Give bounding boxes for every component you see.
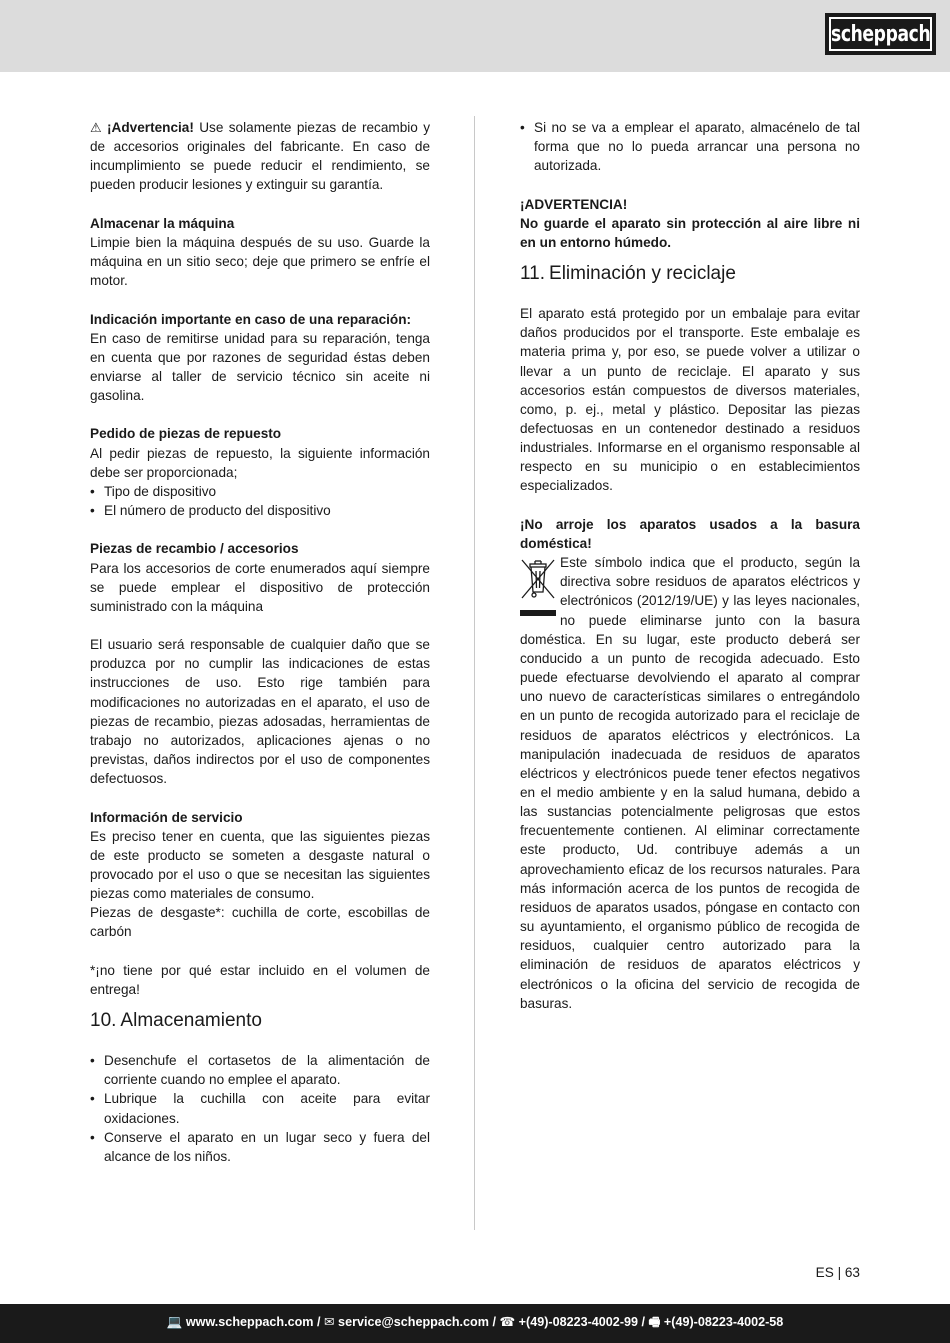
column-divider — [474, 116, 475, 1230]
page-separator: | — [837, 1265, 842, 1280]
household-heading: ¡No arroje los aparatos usados a la basura doméstica! — [520, 516, 860, 551]
storage-heading — [90, 1009, 430, 1033]
footer-fax: +(49)-08223-4002-58 — [660, 1315, 784, 1329]
footer-band — [0, 1304, 950, 1343]
fax-icon: 🖷 — [648, 1315, 661, 1329]
warning-triangle-icon: ⚠ — [90, 120, 102, 135]
store-machine-heading: Almacenar la máquina — [90, 215, 235, 231]
repair-note-heading: Indicación importante en caso de una reparación: — [90, 311, 412, 327]
brand-logo-text: scheppach — [830, 21, 931, 47]
spare-order-list — [90, 482, 430, 520]
store-machine-text: Limpie bien la máquina después de su uso. Guarde la máquina en un sitio seco; deje que primero se enfríe el motor. — [90, 234, 430, 289]
warning-text: Use solamente piezas de recambio y de accesorios originales del fabricante. En caso de incumplimiento se puede reducir el rendimiento, se pueden producir lesiones y extinguir su garantía. — [90, 120, 430, 193]
spare-parts-text: Para los accesorios de corte enumerados aquí siempre se puede emplear el dispositivo de protección suministrado con la máquina — [90, 560, 430, 614]
footer-contact — [167, 1313, 784, 1334]
storage-heading-title: Almacenamiento — [120, 1010, 262, 1032]
household-block — [520, 553, 860, 1013]
delivery-footnote: *¡no tiene por qué estar incluido en el volumen de entrega! — [90, 962, 430, 997]
footer-mail: service@scheppach.com / — [334, 1315, 500, 1329]
brand-logo — [825, 13, 936, 55]
wear-parts-text: Piezas de desgaste*: cuchilla de corte, escobillas de carbón — [90, 905, 430, 940]
crossed-bin-icon — [520, 556, 556, 618]
spare-order-heading: Pedido de piezas de repuesto — [90, 426, 282, 442]
list-item: • Lubrique la cuchilla con aceite para evitar oxidaciones. — [90, 1091, 430, 1126]
list-item: • Tipo de dispositivo — [90, 483, 217, 499]
storage-list-continued — [520, 118, 860, 175]
left-column — [90, 118, 430, 1166]
household-text: Este símbolo indica que el producto, según la directiva sobre residuos de aparatos eléctricos y electrónicos (2012/19/UE) y las leyes nacionales, no puede eliminarse junto con la basura doméstica. En su lugar, este producto deberá ser conducido a un punto de recogida adecuado. Esto puede efectuarse devolviendo el aparato al comprar uno nuevo de características similares o entregándolo en un punto de recogida autorizado para el reciclaje de residuos de aparatos eléctricos y electrónicos. La manipulación inadecuada de residuos de aparatos eléctricos y electrónicos puede tener efectos negativos en el medio ambiente y en la salud humana, debido a las sustancias potencialmente peligrosas que estos frecuentemente contienen. Al eliminar correctamente este producto, Ud. contribuye además a un aprovechamiento eficaz de los recursos naturales. Para más información acerca de los puntos de recogida de residuos de aparatos usados, póngase en contacto con su ayuntamiento, el organismo público de recogida de residuos, cualquier centro autorizado para la eliminación de residuos de aparatos eléctricos y electrónicos o la oficina del servicio de recogida de basuras. — [520, 555, 860, 1011]
spare-order-text: Al pedir piezas de repuesto, la siguiente información debe ser proporcionada; — [90, 445, 430, 480]
mail-icon: ✉ — [324, 1315, 335, 1329]
warning2-text: No guarde el aparato sin protección al aire libre ni en un entorno húmedo. — [520, 215, 860, 250]
service-info-text: Es preciso tener en cuenta, que las siguientes piezas de este producto se someten a desgaste natural o provocado por el uso o que se necesitan las siguientes piezas como materiales de consumo. — [90, 828, 430, 902]
page-lang: ES — [815, 1265, 834, 1280]
footer-web: www.scheppach.com / — [182, 1315, 324, 1329]
page-number — [816, 1265, 860, 1280]
list-item: • El número de producto del dispositivo — [90, 503, 331, 519]
header-band — [0, 0, 950, 72]
storage-heading-number: 10. — [90, 1010, 117, 1032]
liability-text: El usuario será responsable de cualquier daño que se produzca por no cumplir las indicaciones de estas instrucciones de uso. Esto rige también para modificaciones no autorizadas en el aparato, el uso de piezas de recambio, piezas adosadas, herramientas de trabajo no autorizados, aplicaciones ajenas o no previstas, daños indirectos por el uso de componentes defectuosos. — [90, 637, 430, 787]
spare-parts-heading: Piezas de recambio / accesorios — [90, 541, 299, 557]
disposal-heading — [520, 262, 860, 286]
page-number-value: 63 — [844, 1265, 860, 1280]
list-item: • Desenchufe el cortasetos de la alimentación de corriente cuando no emplee el aparato. — [90, 1053, 430, 1088]
list-item: • Conserve el aparato en un lugar seco y fuera del alcance de los niños. — [90, 1129, 430, 1164]
disposal-heading-title: Eliminación y reciclaje — [549, 263, 736, 285]
computer-icon: 💻 — [166, 1315, 183, 1329]
brand-logo-frame — [829, 17, 932, 51]
footer-phone: +(49)-08223-4002-99 / — [515, 1315, 649, 1329]
service-info-heading: Información de servicio — [90, 809, 243, 825]
warning2-heading: ¡ADVERTENCIA! — [520, 196, 628, 212]
disposal-heading-number: 11. — [520, 263, 546, 285]
repair-note-text: En caso de remitirse unidad para su reparación, tenga en cuenta que por razones de seguridad éstas deben enviarse al taller de servicio técnico sin aceite ni gasolina. — [90, 330, 430, 404]
warning-label: ¡Advertencia! — [107, 120, 194, 135]
right-column — [520, 118, 860, 1013]
disposal-text: El aparato está protegido por un embalaje para evitar daños producidos por el transporte. Este embalaje es materia prima y, por eso, se puede volver a utilizar o llevar a un punto de reciclaje. El aparato y sus accesorios están compuestos de diversos materiales, como, p. ej., metal y plástico. Depositar las piezas defectuosas en un contenedor destinado a residuos industriales. Informarse en el organismo responsable al respecto en su municipio o en establecimientos especializados. — [520, 306, 860, 494]
warning-paragraph — [90, 118, 430, 195]
list-item: • Si no se va a emplear el aparato, almacénelo de tal forma que no lo pueda arrancar una persona no autorizada. — [520, 120, 860, 174]
storage-list — [90, 1051, 430, 1166]
phone-icon: ☎ — [499, 1315, 516, 1329]
